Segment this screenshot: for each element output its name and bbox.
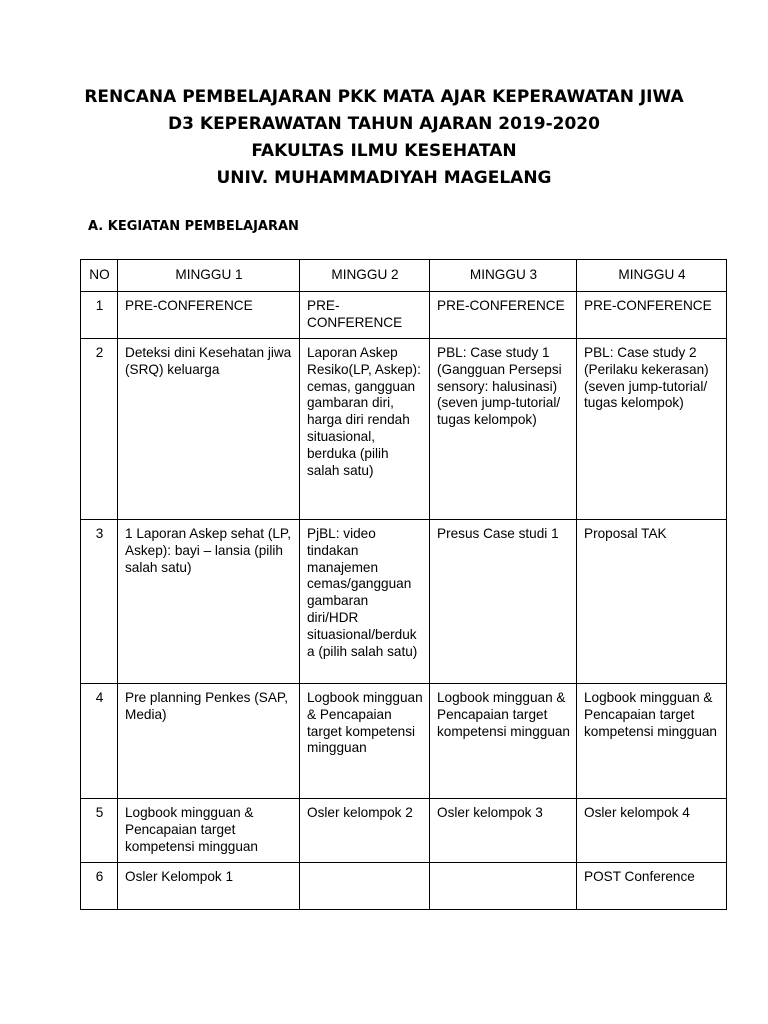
cell-minggu-2: PjBL: video tindakan manajemen cemas/gangguan gambaran diri/HDR situasional/berduka (pilih salah satu) (300, 520, 430, 684)
cell-minggu-4: Proposal TAK (577, 520, 727, 684)
row-number: 2 (81, 339, 118, 520)
cell-minggu-4: PBL: Case study 2 (Perilaku kekerasan) (seven jump-tutorial/ tugas kelompok) (577, 339, 727, 520)
cell-minggu-2: Laporan Askep Resiko(LP, Askep): cemas, gangguan gambaran diri, harga diri rendah situasional, berduka (pilih salah satu) (300, 339, 430, 520)
cell-minggu-1: Osler Kelompok 1 (118, 863, 300, 910)
title-line-2: D3 KEPERAWATAN TAHUN AJARAN 2019-2020 (168, 114, 600, 134)
cell-minggu-3 (430, 863, 577, 910)
cell-minggu-4: Osler kelompok 4 (577, 799, 727, 863)
header-minggu-4: MINGGU 4 (577, 260, 727, 292)
table-row (81, 684, 727, 799)
cell-minggu-1: 1 Laporan Askep sehat (LP, Askep): bayi – lansia (pilih salah satu) (118, 520, 300, 684)
cell-minggu-3: PBL: Case study 1 (Gangguan Persepsi sensory: halusinasi) (seven jump-tutorial/ tugas kelompok) (430, 339, 577, 520)
row-number: 3 (81, 520, 118, 684)
header-minggu-1: MINGGU 1 (118, 260, 300, 292)
cell-minggu-2 (300, 863, 430, 910)
table-row (81, 339, 727, 520)
row-number: 5 (81, 799, 118, 863)
title-line-4: UNIV. MUHAMMADIYAH MAGELANG (216, 168, 552, 188)
table-row (81, 863, 727, 910)
cell-minggu-4: Logbook mingguan & Pencapaian target kompetensi mingguan (577, 684, 727, 799)
title-line-1: RENCANA PEMBELAJARAN PKK MATA AJAR KEPERAWATAN JIWA (84, 87, 684, 107)
title-line-3: FAKULTAS ILMU KESEHATAN (251, 141, 517, 161)
cell-minggu-4: PRE-CONFERENCE (577, 292, 727, 339)
document-title (0, 84, 768, 192)
row-number: 1 (81, 292, 118, 339)
cell-minggu-1: Pre planning Penkes (SAP, Media) (118, 684, 300, 799)
table-header-row (81, 260, 727, 292)
cell-minggu-3: PRE-CONFERENCE (430, 292, 577, 339)
cell-minggu-1: Logbook mingguan & Pencapaian target kompetensi mingguan (118, 799, 300, 863)
row-number: 4 (81, 684, 118, 799)
learning-activities-table (80, 259, 727, 910)
cell-minggu-3: Logbook mingguan & Pencapaian target kompetensi mingguan (430, 684, 577, 799)
row-number: 6 (81, 863, 118, 910)
section-heading: A. KEGIATAN PEMBELAJARAN (88, 219, 299, 234)
table-row (81, 520, 727, 684)
header-no: NO (81, 260, 118, 292)
header-minggu-3: MINGGU 3 (430, 260, 577, 292)
table-row (81, 292, 727, 339)
cell-minggu-3: Presus Case studi 1 (430, 520, 577, 684)
cell-minggu-2: PRE-CONFERENCE (300, 292, 430, 339)
cell-minggu-1: Deteksi dini Kesehatan jiwa (SRQ) keluarga (118, 339, 300, 520)
header-minggu-2: MINGGU 2 (300, 260, 430, 292)
cell-minggu-2: Osler kelompok 2 (300, 799, 430, 863)
cell-minggu-1: PRE-CONFERENCE (118, 292, 300, 339)
cell-minggu-2: Logbook mingguan & Pencapaian target kompetensi mingguan (300, 684, 430, 799)
table-row (81, 799, 727, 863)
cell-minggu-4: POST Conference (577, 863, 727, 910)
cell-minggu-3: Osler kelompok 3 (430, 799, 577, 863)
